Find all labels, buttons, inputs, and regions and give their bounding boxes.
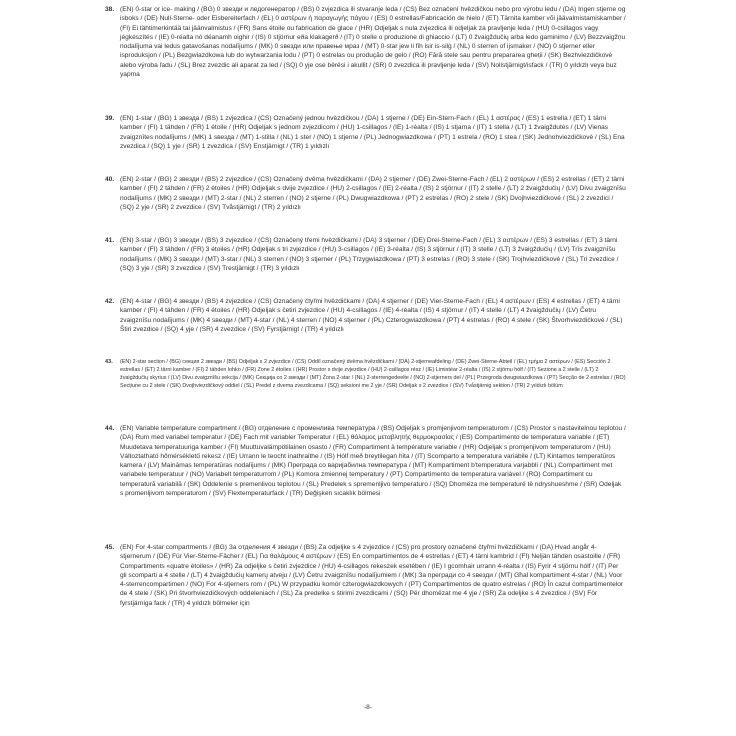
entry-number: 39. xyxy=(105,115,115,122)
entry-41 xyxy=(105,236,626,273)
entry-text: (EN) Variable temperature compartment / (BG) отделение с променлива температура / (BS) Odjeljak s promjenjivom temperaturom / (CS) Prostor s nastavitelnou teplotou / (DA) Rum med variabel temperatur / (DE) Fach mit variabler Temperatur / (EL) θάλαμος μεταβλητής θερμοκρασίας / (ES) Compartimento de temperatura variable / (ET) Muudetava temperatuuriga kamber / (FI) Muuttuvalämpötilainen osasto / (FR) Compartiment à température variable / (HR) Odjeljak s promjenjivom temperaturom / (HU) Változtatható hőmérsékletű rekesz / (IE) Urrann le teocht inathraithe / (IS) Hólf með breytilegan hita / (IT) Scomparto a temperatura variabile / (LT) Kintamos temperatūros kamera / (LV) Maināmas temperatūras nodalījums / (MK) Преграда со варијабилна температура / (MT) Kompartiment b'temperatura varjabbli / (NL) Compartiment met variabele temperatuur / (NO) Variabelt temperaturrom / (PL) Komora zmiennej temperatury / (PT) Compartimento de temperatura variável / (RO) Compartiment cu temperatură variabilă / (SK) Oddelenie s premenlivou teplotou / (SL) Predelek s spremenljivo temperaturo / (SQ) Dhomëza me temperaturë të ndryshueshme / (SR) Odeljak s promenljivom temperaturom / (SV) Flextemperaturfack / (TR) Değişken sıcaklık bölmesi xyxy=(120,425,626,498)
entry-43 xyxy=(105,358,626,390)
entry-number: 41. xyxy=(105,237,115,244)
entry-text: (EN) 0-star or ice- making / (BG) 0 звезди и ледогенератор / (BS) 0 zvjezdica ili stvaranje leda / (CS) Bez označení hvězdičkou nebo pro výrobu ledu / (DA) Ingen stjerne og isboks / (DE) Null-Sterne- oder Eisbereiterfach / (EL) 0 αστέρων ή παραγωγής πάγου / (ES) 0 estrellas/Fabricación de hielo / (ET) Tärnita kamber või jäävalmistamiskamber / (FI) Ei tähtimerkintää tai jäänvalmistus / (FR) Sans étoile ou fabrication de glace / (HR) Odjeljak s nula zvjezdica ili odjeljak za pravljenje leda / (HU) 0-csillagos vagy jégkészítés / (IE) 0-réalta nó déanamh oighir / (IS) 0 stjörnur eða klakagerð / (IT) 0 stelle o produzione di ghiaccio / (LT) 0 žvaigždučių arba ledo gaminimo / (LV) Bezzvaigžņu nodalījuma vai ledus gatavošanas nodalījums / (MK) 0 ѕвезди или правење мраз / (MT) 0-star jew li fih isir is-silġ / (NL) 0 sterren of ijsmaker / (NO) 0 stjerner eller isproduksjon / (PL) Bezgwiazdkowa lub do wytwarzania lodu / (PT) 0 estrelas ou produção de gelo / (RO) Fără stele sau pentru prepararea gheții / (SK) Bezhviezdičkové alebo výroba ľadu / (SL) Brez zvezdic ali aparat za led / (SQ) 0 yje ose bërësi i akullit / (SR) 0 zvezdica ili pravljenje leda / (SV) Nollstjärnigt/isfack / (TR) 0 yıldızlı veya buz yapma xyxy=(120,6,626,79)
entry-number: 42. xyxy=(105,298,115,305)
entry-38 xyxy=(105,5,626,79)
page-number: -8- xyxy=(363,704,373,711)
entry-40 xyxy=(105,175,626,212)
entry-number: 45. xyxy=(105,544,115,551)
entry-text: (EN) 2-star section / (BG) секция 2 звезди / (BS) Odjeljak s 2 zvjezdice / (CS) Oddíl označený dvěma hvězdičkami / (DA) 2-stjerneafdeling / (DE) Zwei-Sterne-Abteil / (EL) τμήμα 2 αστέρων / (ES) Sección 2 estrellas / (ET) 2 tärni kamber / (FI) 2 tähden lohko / (FR) Zone 2 étoiles / (HR) Prostor s dvije zvjezdice / (HU) 2-csillagos rész / (IE) Limistéar 2-réalta / (IS) 2 stjörnu hólf / (IT) Sezione a 2 stelle / (LT) 2 žvaigždučių skyrius / (LV) Divu zvaigznīšu sekcija / (MK) Секција со 2 ѕвезди / (MT) Żona 2-star / (NL) 2-sterrengedeelte / (NO) 2-stjerners del / (PL) Przegroda dwugwiazdkowa / (PT) Secção de 2 estrelas / (RO) Secțiune cu 2 stele / (SK) Dvojhviezdičkový oddiel / (SL) Predel z dvema zvezdicama / (SQ) seksioni me 2 yje / (SR) Odeljak s 2 zvezdice / (SV) Tvåstjärnig sektion / (TR) 2 yıldızlı bölüm xyxy=(120,359,626,390)
entry-text: (EN) 3-star / (BG) 3 звезди / (BS) 3 zvjezdice / (CS) Označený třemi hvězdičkami / (DA) 3 stjerner / (DE) Drei-Sterne-Fach / (EL) 3 αστέρων / (ES) 3 estrellas / (ET) 3 tärni kamber / (FI) 3 tähden / (FR) 3 étoiles / (HR) Odjeljak s tri zvjezdice / (HU) 3-csillagos / (IE) 3-réalta / (IS) 3 stjörnur / (IT) 3 stelle / (LT) 3 žvaigždučių / (LV) Trīs zvaigznīšu nodalījums / (MK) 3 ѕвезди / (MT) 3-star / (NL) 3 sterren / (NO) 3 stjerner / (PL) Trzygwiazdkowa / (PT) 3 estrelas / (RO) 3 stele / (SK) Trojhviezdičkové / (SL) Tri zvezdice / (SQ) 3 yje / (SR) 3 zvezdice / (SV) Trestjärnigt / (TR) 3 yıldızlı xyxy=(120,237,619,272)
entry-text: (EN) 2-star / (BG) 2 звезди / (BS) 2 zvjezdice / (CS) Označený dvěma hvězdičkami / (DA) 2 stjerner / (DE) Zwei-Sterne-Fach / (EL) 2 αστέρων / (ES) 2 estrellas / (ET) 2 tärni kamber / (FI) 2 tähden / (FR) 2 étoiles / (HR) Odjeljak s dvije zvjezdice / (HU) 2-csillagos / (IE) 2-réalta / (IS) 2 stjörnur / (IT) 2 stelle / (LT) 2 žvaigždučių / (LV) Divu zvaigznīšu nodalījums / (MK) 2 ѕвезди / (MT) 2-star / (NL) 2 sterren / (NO) 2 stjerne / (PL) Dwugwiazdkowa / (PT) 2 estrelas / (RO) 2 stele / (SK) Dvojhviezdičkové / (SL) 2 zvezdici / (SQ) 2 yje / (SR) 2 zvezdice / (SV) Tvåstjärnigt / (TR) 2 yıldızlı xyxy=(120,176,626,211)
entry-number: 38. xyxy=(105,6,115,13)
entry-text: (EN) 4-star / (BG) 4 звезди / (BS) 4 zvjezdice / (CS) Označený čtyřmi hvězdičkami / (DA) 4 stjerner / (DE) Vier-Sterne-Fach / (EL) 4 αστέρων / (ES) 4 estrellas / (ET) 4 tärni kamber / (FI) 4 tähden / (FR) 4 étoiles / (HR) Odjeljak s četiri zvjezdice / (HU) 4-csillagos / (IE) 4-réalta / (IS) 4 stjörnur / (IT) 4 stelle / (LT) 4 žvaigždučių / (LV) Četru zvaigznīšu nodalījums / (MK) 4 ѕвезди / (MT) 4-star / (NL) 4 sterren / (NO) 4 stjerner / (PL) Czterogwiazdkowa / (PT) 4 estrelas / (RO) 4 stele / (SK) Štvorhviezdičkové / (SL) Štiri zvezdice / (SQ) 4 yje / (SR) 4 zvezdice / (SV) Fyrstjärnigt / (TR) 4 yıldızlı xyxy=(120,298,623,333)
entry-text: (EN) For 4-star compartments / (BG) За отделения 4 звезди / (BS) Za odjeljke s 4 zvjezdice / (CS) pro prostory označené čtyřmi hvězdičkami / (DA) Hvad angår 4-stjernerum / (DE) Für Vier-Sterne-Fächer / (EL) Για θαλάμους 4 αστέρων / (ES) En compartimentos de 4 estrellas / (ET) 4 tärni kambrid / (FI) Neljän tähden osastoille / (FR) Compartiments «quatre étoiles» / (HR) Za odjeljke s četiri zvjezdice / (HU) 4-csillagos rekeszek esetében / (IE) I gcomhair urrann 4-réalta / (IS) Fyrir 4 stjörnu hólf / (IT) Per gli scomparti a 4 stelle / (LT) 4 žvaigždučių kamerų atveju / (LV) Četru zvaigznīšu nodalījumiem / (MK) За прегради со 4 ѕвезди / (MT) Għal kompartiment 4-star / (NL) Voor 4-sterrencompartimen / (NO) For 4-stjerners rom / (PL) W przypadku komór czterogwiazdkowych / (PT) Compartimentos de quatro estrelas / (RO) În cazul compartimentelor de 4 stele / (SK) Pri štvorhviezdičkových oddeleniach / (SL) Za predelke s štirimi zvezdicami / (SQ) Për dhomëzat me 4 yje / (SR) Za odeljke s 4 zvezdice / (SV) För fyrstjärniga fack / (TR) 4 yıldızlı bölmeler için xyxy=(120,544,624,607)
entry-39 xyxy=(105,114,626,151)
entry-number: 40. xyxy=(105,176,115,183)
entry-42 xyxy=(105,297,626,334)
entry-44 xyxy=(105,424,626,498)
entry-number: 43. xyxy=(105,359,113,365)
entry-45 xyxy=(105,543,626,608)
entry-number: 44. xyxy=(105,425,115,432)
entry-text: (EN) 1-star / (BG) 1 звезда / (BS) 1 zvjezdica / (CS) Označený jednou hvězdičkou / (DA) 1 stjerne / (DE) Ein-Stern-Fach / (EL) 1 αστέρας / (ES) 1 estrella / (ET) 1 tärni kamber / (FI) 1 tähden / (FR) 1 étoile / (HR) Odjeljak s jednom zvjezdicom / (HU) 1-csillagos / (IE) 1-réalta / (IS) 1 stjarna / (IT) 1 stella / (LT) 1 žvaigždutės / (LV) Vienas zvaigznītes nodalījums / (MK) 1 ѕвезда / (MT) 1-stilla / (NL) 1 ster / (NO) 1 stjerne / (PL) Jednogwiazdkowa / (PT) 1 estrela / (RO) 1 stea / (SK) Jednohviezdičkové / (SL) Ena zvezdica / (SQ) 1 yje / (SR) 1 zvezdica / (SV) Enstjärnigt / (TR) 1 yıldızlı xyxy=(120,115,625,150)
